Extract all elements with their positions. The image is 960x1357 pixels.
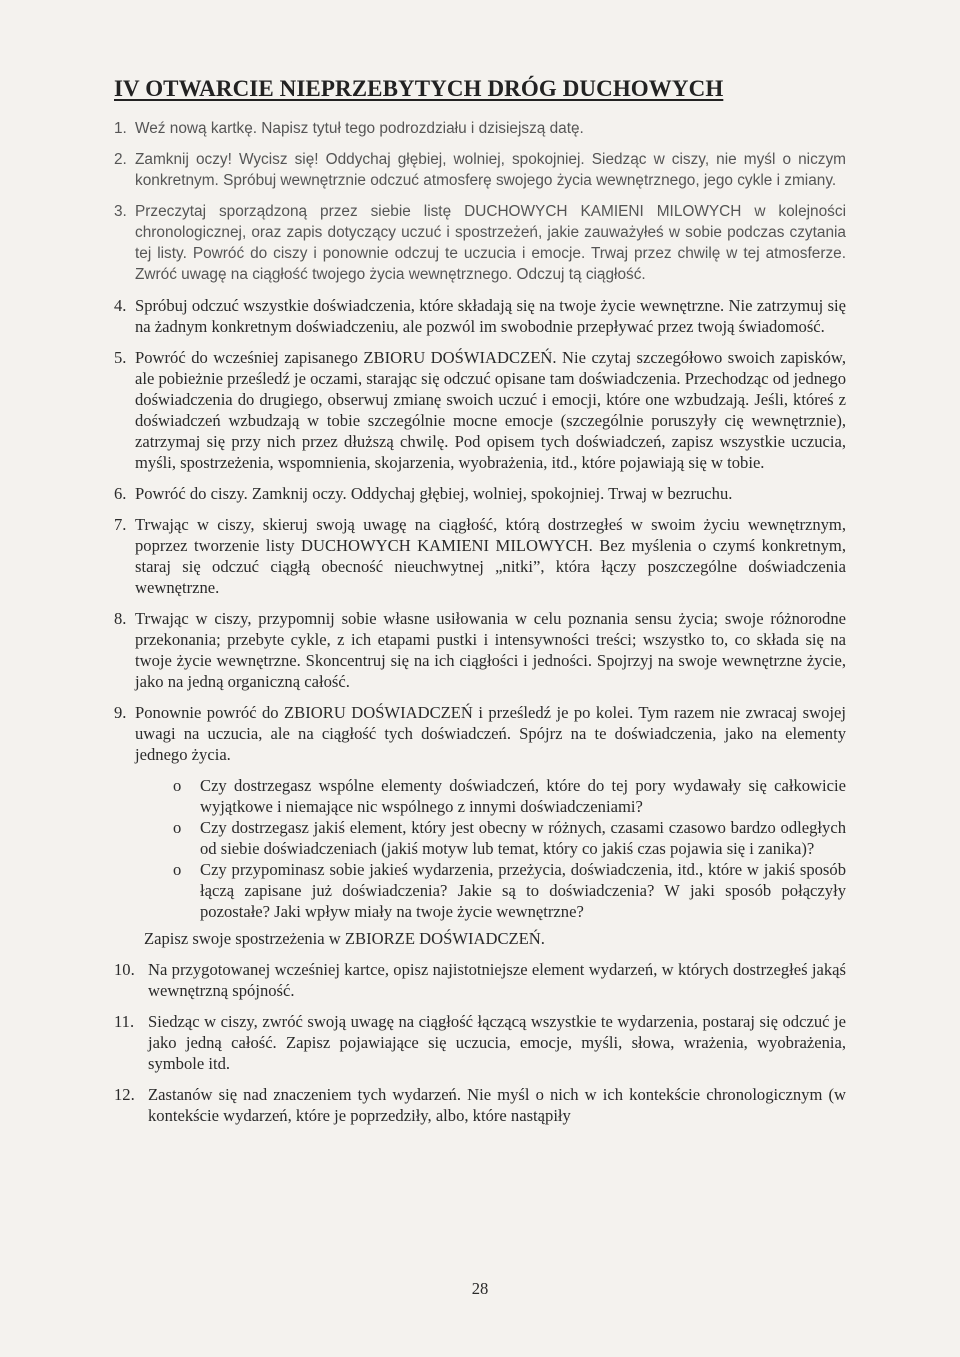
sub-question-text: Czy przypominasz sobie jakieś wydarzenia, przeżycia, doświadczenia, itd., które w jakiś sposób łączą zapisane już doświadczenia? Jakie są to doświadczenia? W jaki sposób połączyły pozostałe? Jaki wpływ miały na twoje życie wewnętrzne? bbox=[200, 860, 846, 921]
list-item-12 bbox=[114, 1084, 846, 1126]
item-text: Trwając w ciszy, skieruj swoją uwagę na ciągłość, którą dostrzegłeś w swoim życiu wewnętrznym, poprzez tworzenie listy DUCHOWYCH KAMIENI MILOWYCH. Bez myślenia o czymś konkretnym, staraj się odczuć ciągłą obecność nieuchwytnej „nitki”, która łączy poszczególne doświadczenia wewnętrzne. bbox=[135, 515, 846, 597]
section-title: IV OTWARCIE NIEPRZEBYTYCH DRÓG DUCHOWYCH bbox=[114, 76, 724, 101]
page-number: 28 bbox=[471, 1279, 489, 1298]
item-text: Weź nową kartkę. Napisz tytuł tego podrozdziału i dzisiejszą datę. bbox=[135, 120, 584, 137]
list-item-11 bbox=[114, 1011, 846, 1074]
item-text: Trwając w ciszy, przypomnij sobie własne usiłowania w celu poznania sensu życia; swoje różnorodne przekonania; przebyte cykle, z ich etapami pustki i intensywności treści; wszystko to, co składa się na twoje życie wewnętrzne. Skoncentruj się na ich ciągłości i jedności. Spojrzyj na swoje wewnętrzne życie, jako na jedną organiczną całość. bbox=[135, 609, 846, 691]
list-item-5 bbox=[114, 347, 846, 473]
item-text: Zamknij oczy! Wycisz się! Oddychaj głębiej, wolniej, spokojniej. Siedząc w ciszy, nie myśl o niczym konkretnym. Spróbuj wewnętrznie odczuć atmosferę swojego życia wewnętrznego, jego cykle i zmiany. bbox=[135, 151, 846, 189]
sub-question-text: Czy dostrzegasz jakiś element, który jest obecny w różnych, czasami czasowo bardzo odległych od siebie doświadczeniach (jakiś motyw lub temat, który co jakiś czas pojawia się i zanika)? bbox=[200, 818, 846, 858]
sub-question-2 bbox=[114, 817, 846, 859]
item-number: 2. bbox=[114, 151, 127, 168]
bullet-marker: o bbox=[173, 860, 182, 879]
item-number: 1. bbox=[114, 120, 127, 137]
list-item-10 bbox=[114, 959, 846, 1001]
item-number: 8. bbox=[114, 609, 127, 628]
bullet-marker: o bbox=[173, 818, 182, 837]
list-item-4 bbox=[114, 295, 846, 337]
item-number: 12. bbox=[114, 1085, 135, 1104]
item-text: Spróbuj odczuć wszystkie doświadczenia, które składają się na twoje życie wewnętrzne. Nie zatrzymuj się na żadnym konkretnym doświadczeniu, ale pozwól im swobodnie przepływać przez twoją świadomość. bbox=[135, 296, 846, 336]
item-text: Przeczytaj sporządzoną przez siebie listę DUCHOWYCH KAMIENI MILOWYCH w kolejności chronologicznej, oraz zapis dotyczący uczuć i spostrzeżeń, jakie zauważyłeś w sobie podczas czytania tej listy. Powróć do ciszy i ponownie odczuj te uczucia i emocje. Trwaj przez chwilę w tej atmosferze. Zwróć uwagę na ciągłość twojego życia wewnętrznego. Odczuj tą ciągłość. bbox=[135, 203, 846, 283]
list-item-2 bbox=[114, 149, 846, 191]
sub-question-1 bbox=[114, 775, 846, 817]
list-item-3 bbox=[114, 201, 846, 285]
list-item-6 bbox=[114, 483, 846, 504]
item-text: Powróć do wcześniej zapisanego ZBIORU DOŚWIADCZEŃ. Nie czytaj szczegółowo swoich zapisków, ale pobieżnie prześledź je oczami, starając się odczuć opisane tam doświadczenia. Przechodząc od jednego doświadczenia do drugiego, obserwuj zmianę swoich uczuć i emocji, które one wzbudzają. Jeśli, któreś z doświadczeń wzbudzają w tobie szczególnie mocne emocje (szczególnie poruszyły cię wewnętrznie), zatrzymaj się przy nich przez dłuższą chwilę. Pod opisem tych doświadczeń, zapisz wszystkie uczucia, myśli, spostrzeżenia, wspomnienia, skojarzenia, wyobrażenia, itd., które pojawiają się w tobie. bbox=[135, 348, 846, 472]
note-text: Zapisz swoje spostrzeżenia w ZBIORZE DOŚWIADCZEŃ. bbox=[144, 929, 545, 948]
item-number: 4. bbox=[114, 296, 127, 315]
item-number: 10. bbox=[114, 960, 135, 979]
item-number: 11. bbox=[114, 1012, 135, 1031]
item-number: 7. bbox=[114, 515, 127, 534]
item-number: 3. bbox=[114, 203, 127, 220]
item-text: Na przygotowanej wcześniej kartce, opisz najistotniejsze element wydarzeń, w których dostrzegłeś jakąś wewnętrzną spójność. bbox=[148, 960, 846, 1000]
list-item-9 bbox=[114, 702, 846, 765]
list-item-8 bbox=[114, 608, 846, 692]
item-text: Powróć do ciszy. Zamknij oczy. Oddychaj głębiej, wolniej, spokojniej. Trwaj w bezruchu. bbox=[135, 484, 733, 503]
item-number: 9. bbox=[114, 703, 127, 722]
list-item-7 bbox=[114, 514, 846, 598]
item-text: Siedząc w ciszy, zwróć swoją uwagę na ciągłość łączącą wszystkie te wydarzenia, postaraj się odczuć je jako jedną całość. Zapisz pojawiające się uczucia, emocje, myśli, słowa, wrażenia, wyobrażenia, symbole itd. bbox=[148, 1012, 846, 1073]
sub-question-text: Czy dostrzegasz wspólne elementy doświadczeń, które do tej pory wydawały się całkowicie wyjątkowe i niemające nic wspólnego z innymi doświadczeniami? bbox=[200, 776, 846, 816]
item-number: 6. bbox=[114, 484, 127, 503]
sub-question-3 bbox=[114, 859, 846, 922]
list-item-1 bbox=[114, 118, 846, 139]
sub-question-list bbox=[114, 775, 846, 922]
bullet-marker: o bbox=[173, 776, 182, 795]
item-text: Zastanów się nad znaczeniem tych wydarzeń. Nie myśl o nich w ich kontekście chronologicznym (w kontekście wydarzeń, które je poprzedziły, albo, które nastąpiły bbox=[148, 1085, 846, 1125]
item-number: 5. bbox=[114, 348, 127, 367]
item-text: Ponownie powróć do ZBIORU DOŚWIADCZEŃ i prześledź je po kolei. Tym razem nie zwracaj swojej uwagi na uczucia, ale na ciągłość tych doświadczeń. Spójrz na te doświadczenia, jako na elementy jednego życia. bbox=[135, 703, 846, 764]
